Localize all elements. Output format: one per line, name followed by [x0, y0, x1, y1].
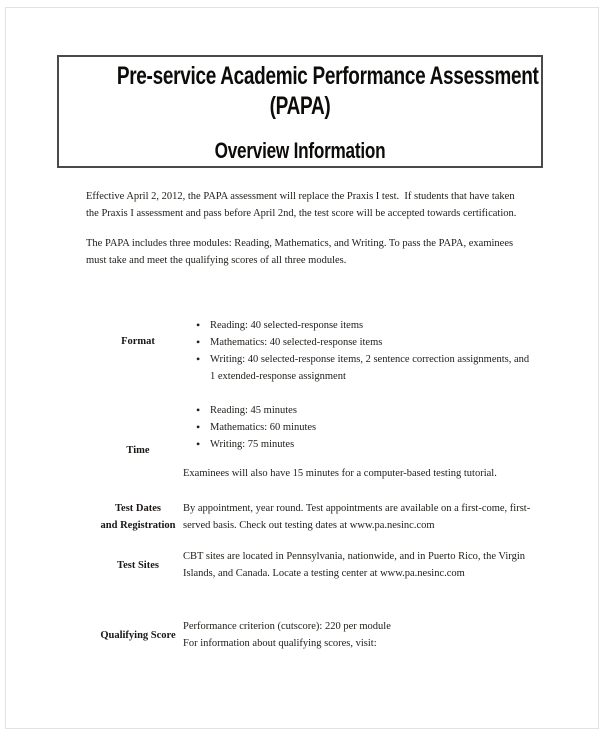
paragraph-line: Islands, and Canada. Locate a testing center at www.pa.nesinc.com: [183, 568, 465, 579]
section-label-qualifying-score: Qualifying Score: [100, 630, 176, 641]
bullet-text: 1 extended-response assignment: [210, 371, 346, 382]
paragraph-line: By appointment, year round. Test appointments are available on a first-come, first-: [183, 503, 531, 514]
bullet-icon: •: [196, 420, 201, 434]
section-label-test-sites: Test Sites: [117, 560, 159, 571]
bullet-text: Reading: 45 minutes: [210, 405, 297, 416]
time-tutorial-note: [183, 465, 497, 482]
bullet-text: Mathematics: 40 selected-response items: [210, 337, 383, 348]
page-title: Pre-service Academic Performance Assessment: [116, 62, 539, 90]
bullet-spacer: [196, 368, 210, 385]
paragraph-line: Performance criterion (cutscore): 220 per module: [183, 621, 391, 632]
paragraph-line: Examinees will also have 15 minutes for a computer-based testing tutorial.: [183, 468, 497, 479]
label-line: and Registration: [100, 520, 176, 531]
bullet-text: Reading: 40 selected-response items: [210, 320, 364, 331]
test-sites-content: [183, 548, 525, 582]
section-label-test-dates: [88, 500, 188, 534]
section-label-time: Time: [126, 445, 150, 456]
overview-subtitle: Overview Information: [214, 138, 386, 163]
paragraph-line: For information about qualifying scores, visit:: [183, 638, 377, 649]
qualifying-score-content: [183, 618, 391, 652]
section-label-format: Format: [121, 336, 155, 347]
bullet-item-continuation: [196, 368, 529, 385]
page-title-abbreviation: (PAPA): [269, 92, 331, 120]
bullet-item: [196, 334, 529, 351]
paragraph-line: served basis. Check out testing dates at www.pa.nesinc.com: [183, 520, 435, 531]
bullet-item: [196, 436, 316, 453]
time-bullet-list: [196, 402, 316, 453]
paragraph-line: The PAPA includes three modules: Reading, Mathematics, and Writing. To pass the PAPA, examinees: [86, 238, 514, 249]
bullet-item: [196, 317, 529, 334]
paragraph-line: the Praxis I assessment and pass before April 2nd, the test score will be accepted towards certification.: [86, 208, 517, 219]
bullet-icon: •: [196, 403, 201, 417]
title-box: [57, 55, 543, 168]
label-line: Test Dates: [115, 503, 161, 514]
test-dates-content: [183, 500, 530, 534]
paragraph-line: must take and meet the qualifying scores of all three modules.: [86, 255, 347, 266]
intro-paragraph-2: [86, 235, 513, 269]
bullet-icon: •: [196, 437, 201, 451]
bullet-text: Writing: 40 selected-response items, 2 sentence correction assignments, and: [210, 354, 530, 365]
bullet-text: Writing: 75 minutes: [210, 439, 295, 450]
bullet-item: [196, 419, 316, 436]
intro-paragraph-1: [86, 188, 516, 222]
bullet-icon: •: [196, 352, 201, 366]
format-bullet-list: [196, 317, 529, 385]
paragraph-line: CBT sites are located in Pennsylvania, nationwide, and in Puerto Rico, the Virgin: [183, 551, 526, 562]
bullet-icon: •: [196, 318, 201, 332]
bullet-item: [196, 351, 529, 368]
bullet-icon: •: [196, 335, 201, 349]
paragraph-line: Effective April 2, 2012, the PAPA assessment will replace the Praxis I test. If students that have taken: [86, 191, 515, 202]
bullet-item: [196, 402, 316, 419]
bullet-text: Mathematics: 60 minutes: [210, 422, 317, 433]
